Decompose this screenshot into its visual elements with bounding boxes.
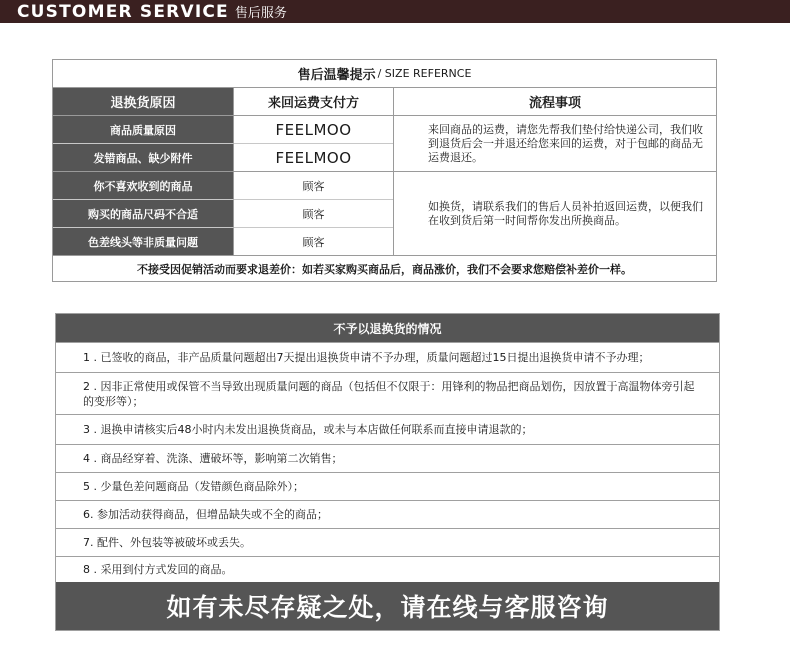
contact-service-banner: 如有未尽存疑之处，请在线与客服咨询 — [56, 582, 719, 630]
process-note-exchange: 如换货，请联系我们的售后人员补拍返回运费，以便我们在收到货后第一时间帮你发出所换商品。 — [393, 172, 716, 256]
non-returnable-title: 不予以退换货的情况 — [56, 314, 719, 342]
reason-cell: 色差线头等非质量问题 — [53, 228, 233, 256]
col-header-reason: 退换货原因 — [53, 88, 233, 116]
reason-cell: 商品质量原因 — [53, 116, 233, 144]
list-item: 4 . 商品经穿着、洗涤、遭破坏等，影响第二次销售； — [56, 444, 719, 472]
table-title — [53, 60, 716, 88]
reason-cell: 购买的商品尺码不合适 — [53, 200, 233, 228]
section-title-en: CUSTOMER SERVICE — [17, 1, 229, 22]
payer-cell: FEELMOO — [233, 144, 393, 172]
payer-cell: 顾客 — [233, 200, 393, 228]
after-sale-tips-table — [52, 59, 717, 282]
price-difference-note: 不接受因促销活动而要求退差价：如若买家购买商品后，商品涨价，我们不会要求您赔偿补差价一样。 — [137, 262, 632, 276]
payer-cell: 顾客 — [233, 228, 393, 256]
list-item: 2 . 因非正常使用或保管不当导致出现质量问题的商品（包括但不仅限于：用锋利的物品把商品划伤，因放置于高温物体旁引起的变形等）； — [56, 372, 719, 414]
process-note-shipping: 来回商品的运费，请您先帮我们垫付给快递公司，我们收到退货后会一并退还给您来回的运费，对于包邮的商品无运费退还。 — [393, 116, 716, 172]
section-header-bar — [0, 0, 790, 23]
col-header-process: 流程事项 — [393, 88, 716, 116]
list-item: 3 . 退换申请核实后48小时内未发出退换货商品，或未与本店做任何联系而直接申请退款的； — [56, 414, 719, 444]
non-returnable-table — [55, 313, 720, 631]
payer-cell: FEELMOO — [233, 116, 393, 144]
table-title-zh: 售后温馨提示 — [297, 68, 376, 83]
list-item: 6. 参加活动获得商品，但增品缺失或不全的商品； — [56, 500, 719, 528]
list-item: 8 . 采用到付方式发回的商品。 — [56, 556, 719, 582]
table-title-en: / SIZE REFERNCE — [377, 67, 472, 80]
list-item: 5 . 少量色差问题商品（发错颜色商品除外）； — [56, 472, 719, 500]
col-header-payer: 来回运费支付方 — [233, 88, 393, 116]
list-item: 1 . 已签收的商品，非产品质量问题超出7天提出退换货申请不予办理，质量问题超过15日提出退换货申请不予办理； — [56, 342, 719, 372]
payer-cell: 顾客 — [233, 172, 393, 200]
list-item: 7. 配件、外包装等被破坏或丢失。 — [56, 528, 719, 556]
reason-cell: 发错商品、缺少附件 — [53, 144, 233, 172]
section-title-zh: 售后服务 — [234, 6, 287, 21]
reason-cell: 你不喜欢收到的商品 — [53, 172, 233, 200]
